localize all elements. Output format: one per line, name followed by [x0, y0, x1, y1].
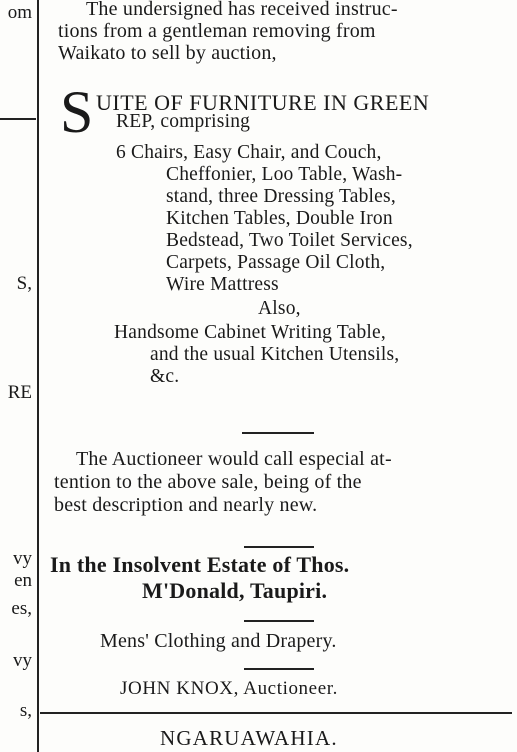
fragment-text: es,	[11, 598, 32, 619]
extra-line: Handsome Cabinet Writing Table,	[114, 322, 386, 343]
place-heading: NGARUAWAHIA.	[160, 726, 338, 750]
fragment-text: S,	[16, 273, 32, 294]
clothing-line: Mens' Clothing and Drapery.	[100, 630, 337, 652]
intro-line: The undersigned has received instruc-	[86, 0, 398, 20]
section-divider	[244, 546, 314, 548]
item-line: 6 Chairs, Easy Chair, and Couch,	[116, 142, 382, 163]
remark-line: best description and nearly new.	[54, 494, 318, 516]
also-line: Also,	[258, 298, 301, 319]
remark-line: tention to the above sale, being of the	[54, 471, 362, 493]
estate-heading: In the Insolvent Estate of Thos.	[50, 552, 350, 577]
item-line: Wire Mattress	[166, 274, 279, 295]
intro-line: Waikato to sell by auction,	[58, 42, 277, 64]
fragment-divider	[0, 118, 36, 120]
extra-line: and the usual Kitchen Utensils,	[150, 344, 400, 365]
section-divider	[242, 432, 314, 434]
item-line: Kitchen Tables, Double Iron	[166, 208, 393, 229]
heading-subline: REP, comprising	[116, 111, 251, 132]
column-divider	[37, 0, 39, 752]
remark-line: The Auctioneer would call especial at-	[76, 448, 392, 470]
fragment-text: vy	[13, 650, 32, 671]
left-column-fragments	[0, 0, 36, 752]
intro-line: tions from a gentleman removing from	[58, 20, 376, 42]
bottom-divider	[40, 712, 512, 714]
extra-line: &c.	[150, 366, 180, 387]
section-divider	[244, 620, 314, 622]
fragment-text: en	[14, 570, 32, 591]
item-line: Bedstead, Two Toilet Services,	[166, 230, 413, 251]
fragment-text: om	[7, 2, 32, 23]
fragment-text: RE	[7, 382, 32, 403]
section-divider	[244, 668, 314, 670]
item-line: stand, three Dressing Tables,	[166, 186, 396, 207]
item-line: Cheffonier, Loo Table, Wash-	[166, 164, 403, 185]
auction-notice	[46, 0, 514, 752]
auctioneer-line: JOHN KNOX, Auctioneer.	[120, 678, 338, 699]
drop-cap: S	[60, 79, 94, 145]
fragment-text: s,	[19, 700, 32, 721]
item-line: Carpets, Passage Oil Cloth,	[166, 252, 386, 273]
fragment-text: vy	[13, 548, 32, 569]
heading-line: UITE OF FURNITURE IN GREEN	[96, 90, 430, 115]
estate-subheading: M'Donald, Taupiri.	[142, 578, 328, 603]
